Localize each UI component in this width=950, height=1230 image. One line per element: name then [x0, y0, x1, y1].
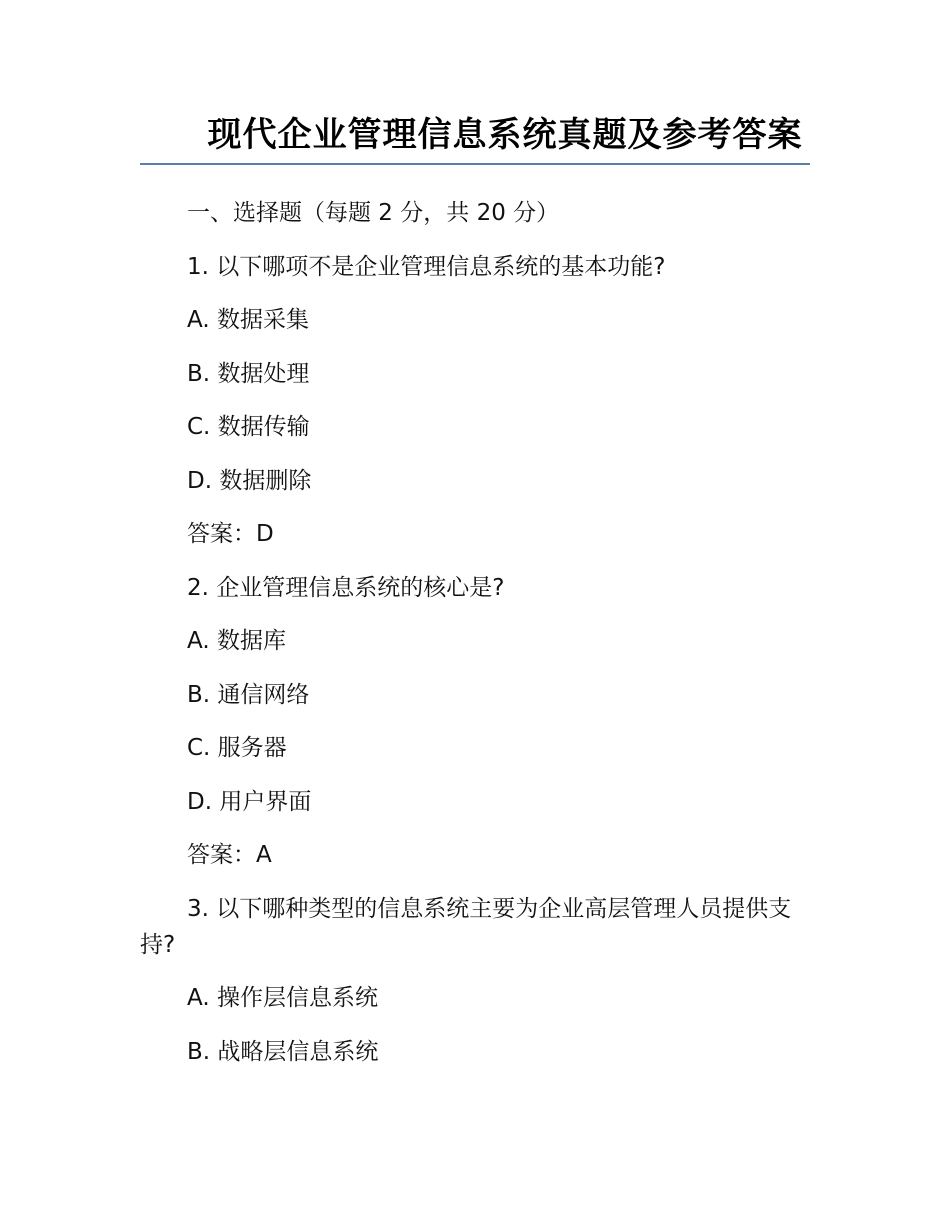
question-2-option-c: C. 服务器	[187, 735, 287, 761]
question-2: 2. 企业管理信息系统的核心是?	[187, 574, 505, 601]
question-2-option-a: A. 数据库	[187, 628, 286, 654]
question-1-answer: 答案：D	[187, 521, 274, 547]
document-body	[140, 195, 810, 1087]
question-1-option-a: A. 数据采集	[187, 307, 309, 333]
question-1: 1. 以下哪项不是企业管理信息系统的基本功能?	[187, 253, 666, 280]
question-1-option-b: B. 数据处理	[187, 360, 310, 387]
document-title: 现代企业管理信息系统真题及参考答案	[207, 115, 803, 155]
question-3-option-a: A. 操作层信息系统	[187, 985, 378, 1011]
question-2-option-b: B. 通信网络	[187, 681, 310, 708]
question-1-option-c: C. 数据传输	[187, 414, 310, 440]
section-heading: 一、选择题（每题 2 分，共 20 分）	[187, 200, 560, 226]
question-3: 3. 以下哪种类型的信息系统主要为企业高层管理人员提供支持?	[140, 895, 792, 958]
title-underline	[140, 163, 810, 165]
question-1-option-d: D. 数据删除	[187, 467, 312, 494]
question-3-option-b: B. 战略层信息系统	[187, 1038, 379, 1065]
question-2-option-d: D. 用户界面	[187, 788, 312, 815]
question-2-answer: 答案：A	[187, 842, 272, 868]
